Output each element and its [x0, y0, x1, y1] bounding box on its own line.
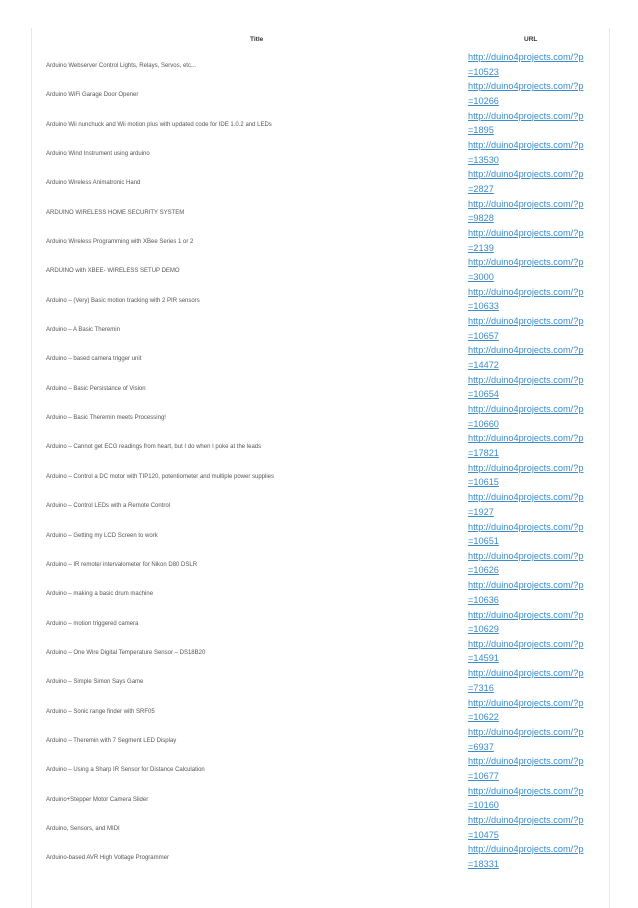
project-title: Arduino – motion triggered camera: [46, 620, 139, 627]
table-row: [32, 169, 609, 198]
project-url-link[interactable]: http://duino4projects.com/?p=7316: [468, 668, 584, 693]
project-title: Arduino – Cannot get ECG readings from heart, but I do when I poke at the leads: [46, 444, 262, 451]
project-url-link[interactable]: http://duino4projects.com/?p=14472: [468, 345, 584, 371]
table-row: [32, 492, 609, 521]
project-title: Arduino Wind Instrument using arduino: [46, 151, 150, 158]
project-url-link[interactable]: http://duino4projects.com/?p=1895: [468, 110, 584, 136]
table-row: [32, 463, 609, 492]
project-url-link[interactable]: http://duino4projects.com/?p=10636: [468, 580, 584, 605]
table-row: [32, 375, 609, 404]
project-url-link[interactable]: http://duino4projects.com/?p=2827: [468, 169, 584, 194]
table-row: [32, 551, 609, 580]
project-title: Arduino – making a basic drum machine: [46, 591, 154, 598]
project-url-link[interactable]: http://duino4projects.com/?p=10266: [468, 81, 584, 106]
table-row: [32, 199, 609, 228]
project-title: Arduino, Sensors, and MIDI: [46, 825, 120, 832]
project-title: Arduino Wireless Animatronic Hand: [46, 180, 141, 187]
project-title: Arduino – (Very) Basic motion tracking with 2 PIR sensors: [46, 297, 200, 304]
project-title: Arduino – Theremin with 7 Segment LED Display: [46, 737, 177, 744]
table-row: [32, 756, 609, 785]
project-url-link[interactable]: http://duino4projects.com/?p=10626: [468, 550, 584, 576]
project-title: Arduino Wii nunchuck and Wii motion plus with updated code for IDE 1.0.2 and LEDs: [46, 121, 272, 128]
project-url-link[interactable]: http://duino4projects.com/?p=10633: [468, 286, 584, 312]
project-title: Arduino WiFi Garage Door Opener: [46, 92, 139, 99]
project-title: Arduino – Getting my LCD Screen to work: [46, 532, 158, 539]
project-url-link[interactable]: http://duino4projects.com/?p=14591: [468, 638, 584, 664]
project-url-link[interactable]: http://duino4projects.com/?p=2139: [468, 228, 584, 253]
project-title: Arduino – Basic Persistance of Vision: [46, 385, 146, 392]
table-row: [32, 228, 609, 257]
project-title: Arduino – Basic Theremin meets Processing!: [46, 415, 166, 422]
project-url-link[interactable]: http://duino4projects.com/?p=1927: [468, 492, 584, 517]
project-title: Arduino – Control LEDs with a Remote Control: [46, 503, 171, 510]
table-row: [32, 786, 609, 815]
project-title: ARDUINO WIRELESS HOME SECURITY SYSTEM: [46, 209, 185, 216]
table-row: [32, 815, 609, 844]
project-url-link[interactable]: http://duino4projects.com/?p=10654: [468, 374, 584, 400]
table-header: [32, 28, 609, 52]
table-row: [32, 727, 609, 756]
table-row: [32, 52, 609, 81]
project-title: Arduino+Stepper Motor Camera Slider: [46, 796, 149, 803]
project-url-link[interactable]: http://duino4projects.com/?p=10475: [468, 814, 584, 840]
project-url-link[interactable]: http://duino4projects.com/?p=18331: [468, 844, 584, 869]
project-title: Arduino – based camera trigger unit: [46, 356, 142, 363]
table-row: [32, 287, 609, 316]
table-row: [32, 580, 609, 609]
table-row: [32, 844, 609, 873]
project-url-link[interactable]: http://duino4projects.com/?p=10677: [468, 756, 584, 781]
project-url-link[interactable]: http://duino4projects.com/?p=10660: [468, 404, 584, 429]
project-title: Arduino – A Basic Theremin: [46, 327, 120, 334]
project-title: ARDUINO with XBEE- WIRELESS SETUP DEMO: [46, 268, 180, 275]
project-title: Arduino-based AVR High Voltage Programmer: [46, 855, 169, 862]
table-row: [32, 433, 609, 462]
table-row: [32, 257, 609, 286]
table-row: [32, 81, 609, 110]
project-title: Arduino – Using a Sharp IR Sensor for Distance Calculation: [46, 767, 205, 774]
project-url-link[interactable]: http://duino4projects.com/?p=3000: [468, 257, 584, 282]
table-row: [32, 404, 609, 433]
project-url-link[interactable]: http://duino4projects.com/?p=17821: [468, 433, 584, 459]
project-url-link[interactable]: http://duino4projects.com/?p=6937: [468, 726, 584, 752]
table-row: [32, 345, 609, 374]
project-url-link[interactable]: http://duino4projects.com/?p=10622: [468, 697, 584, 723]
project-title: Arduino Webserver Control Lights, Relays, Servos, etc...: [46, 63, 196, 69]
table-body: [32, 52, 609, 874]
project-url-link[interactable]: http://duino4projects.com/?p=10523: [468, 52, 584, 77]
project-url-link[interactable]: http://duino4projects.com/?p=10657: [468, 316, 584, 341]
project-url-link[interactable]: http://duino4projects.com/?p=10160: [468, 785, 584, 811]
table-row: [32, 639, 609, 668]
column-header-url: URL: [524, 36, 538, 43]
table-row: [32, 140, 609, 169]
project-title: Arduino Wireless Programming with XBee Series 1 or 2: [46, 239, 194, 246]
project-title: Arduino – Simple Simon Says Game: [46, 679, 144, 686]
table-row: [32, 610, 609, 639]
document-page: [31, 28, 610, 908]
table-row: [32, 668, 609, 697]
project-title: Arduino – IR remote/ intervalometer for Nikon D80 DSLR: [46, 561, 198, 568]
project-url-link[interactable]: http://duino4projects.com/?p=10629: [468, 609, 584, 635]
project-url-link[interactable]: http://duino4projects.com/?p=13530: [468, 140, 584, 165]
project-url-link[interactable]: http://duino4projects.com/?p=10651: [468, 521, 584, 547]
table-row: [32, 522, 609, 551]
table-row: [32, 111, 609, 140]
table-row: [32, 316, 609, 345]
project-title: Arduino – Control a DC motor with TIP120, potentiometer and multiple power supplies: [46, 473, 275, 480]
table-row: [32, 698, 609, 727]
column-header-title: Title: [250, 36, 264, 43]
project-title: Arduino – One Wire Digital Temperature Sensor – DS18B20: [46, 649, 206, 656]
project-title: Arduino – Sonic range finder with SRF05: [46, 708, 155, 715]
project-url-link[interactable]: http://duino4projects.com/?p=9828: [468, 198, 584, 224]
project-url-link[interactable]: http://duino4projects.com/?p=10615: [468, 462, 584, 488]
